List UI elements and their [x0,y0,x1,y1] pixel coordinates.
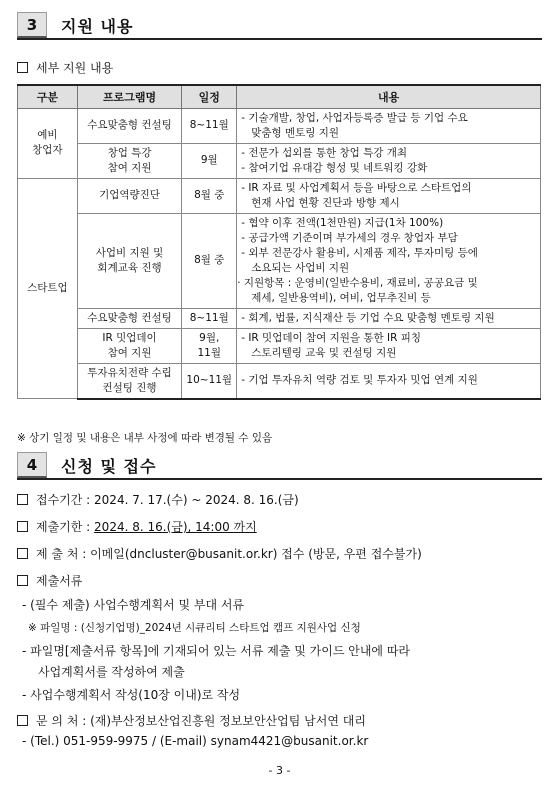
category-cell: 예비 창업자 [18,108,78,178]
content-cell [237,213,541,308]
content-line: 소요되는 사업비 지원 [251,261,350,274]
required-document-item: - (필수 제출) 사업수행계획서 및 부대 서류 [22,598,245,612]
header-category: 구분 [18,85,78,108]
header-program: 프로그램명 [77,85,182,108]
content-cell [237,308,541,328]
program-cell: 수요맞춤형 컨설팅 [77,108,182,143]
content-cell [237,108,541,143]
checkbox-icon [17,575,28,586]
program-cell: 투자유치전략 수립 컨설팅 진행 [77,363,182,399]
table-row [18,108,541,143]
application-period: 접수기간 : 2024. 7. 17.(수) ~ 2024. 8. 16.(금) [17,491,299,508]
content-line: - 회계, 법률, 지식재산 등 기업 수요 맞춤형 멘토링 지원 [241,311,495,324]
schedule-cell: 10~11월 [182,363,237,399]
section-4-title: 신청 및 접수 [61,456,157,476]
section-3-rule [17,38,542,40]
document-guide-line-2: 사업계획서를 작성하여 제출 [38,665,185,679]
content-line: 제세, 일반용역비), 여비, 업무추진비 등 [251,291,431,304]
table-row [18,308,541,328]
required-documents-label: 제출서류 [17,572,82,589]
deadline-value: 2024. 8. 16.(금), 14:00 까지 [94,520,257,534]
header-content: 내용 [237,85,541,108]
section-4-number: 4 [17,452,47,478]
schedule-cell: 9월, 11월 [182,328,237,363]
detail-subheading: 세부 지원 내용 [17,59,113,76]
submission-destination: 제 출 처 : 이메일(dncluster@busanit.or.kr) 접수 (방문, 우편 접수불가) [17,545,422,562]
contact-info: 문 의 처 : (재)부산정보산업진흥원 정보보안산업팀 남서연 대리 [17,712,366,729]
checkbox-icon [17,521,28,532]
section-4-rule [17,478,542,480]
content-line: · 지원항목 : 운영비(일반수용비, 재료비, 공공요금 및 [237,276,478,289]
program-cell: 창업 특강 참여 지원 [77,143,182,178]
schedule-cell: 9월 [182,143,237,178]
table-row [18,328,541,363]
content-line: - 기술개발, 창업, 사업자등록증 발급 등 기업 수요 [241,111,468,124]
content-line: 스토리텔링 교육 및 컨설팅 지원 [251,346,397,359]
section-3-header [17,12,133,38]
document-length-note: - 사업수행계획서 작성(10장 이내)로 작성 [22,688,241,702]
schedule-cell: 8월 중 [182,178,237,213]
content-line: - IR 자료 및 사업계획서 등을 바탕으로 스타트업의 [241,181,472,194]
filename-note: ※ 파일명 : (신청기업명)_2024년 시큐리티 스타트업 캠프 지원사업 신청 [28,622,361,634]
program-cell: IR 밋업데이 참여 지원 [77,328,182,363]
schedule-note: ※ 상기 일정 및 내용은 내부 사정에 따라 변경될 수 있음 [17,432,273,444]
content-line: - 기업 투자유치 역량 검토 및 투자자 밋업 연계 지원 [241,374,478,386]
content-line: - 참여기업 유대감 형성 및 네트워킹 강화 [241,161,428,174]
checkbox-icon [17,548,28,559]
content-cell [237,328,541,363]
schedule-cell: 8~11월 [182,308,237,328]
content-line: - IR 밋업데이 참여 지원을 통한 IR 피칭 [241,331,421,344]
program-cell: 수요맞춤형 컨설팅 [77,308,182,328]
content-line: 현재 사업 현황 진단과 방향 제시 [251,196,400,209]
content-line: - 공급가액 기준이며 부가세의 경우 창업자 부담 [241,231,458,244]
table-body [18,108,541,399]
header-schedule: 일정 [182,85,237,108]
content-cell [237,143,541,178]
submission-deadline: 제출기한 : 2024. 8. 16.(금), 14:00 까지 [17,518,257,535]
support-program-table [17,84,541,400]
content-line: - 외부 전문강사 활용비, 시제품 제작, 투자미팅 등에 [241,246,478,259]
schedule-cell: 8월 중 [182,213,237,308]
checkbox-icon [17,62,28,73]
checkbox-icon [17,715,28,726]
schedule-cell: 8~11월 [182,108,237,143]
content-cell [237,363,541,399]
content-cell [237,178,541,213]
program-cell: 사업비 지원 및 회계교육 진행 [77,213,182,308]
table-row [18,178,541,213]
table-header-row [18,85,541,108]
page-number: - 3 - [268,764,291,777]
document-guide-line-1: - 파일명[제출서류 항목]에 기재되어 있는 서류 제출 및 가이드 안내에 따라 [22,644,411,658]
section-3-number: 3 [17,12,47,38]
table-row [18,363,541,399]
checkbox-icon [17,494,28,505]
content-line: - 전문가 섭외를 통한 창업 특강 개최 [241,146,408,159]
section-4-header [17,452,156,478]
table-row [18,213,541,308]
category-cell: 스타트업 [18,178,78,399]
content-line: 맞춤형 멘토링 지원 [251,126,340,139]
program-cell: 기업역량진단 [77,178,182,213]
contact-detail: - (Tel.) 051-959-9975 / (E-mail) synam4421@busanit.or.kr [22,734,369,748]
section-3-title: 지원 내용 [61,16,134,36]
table-row [18,143,541,178]
content-line: - 협약 이후 전액(1천만원) 지급(1차 100%) [241,216,444,229]
